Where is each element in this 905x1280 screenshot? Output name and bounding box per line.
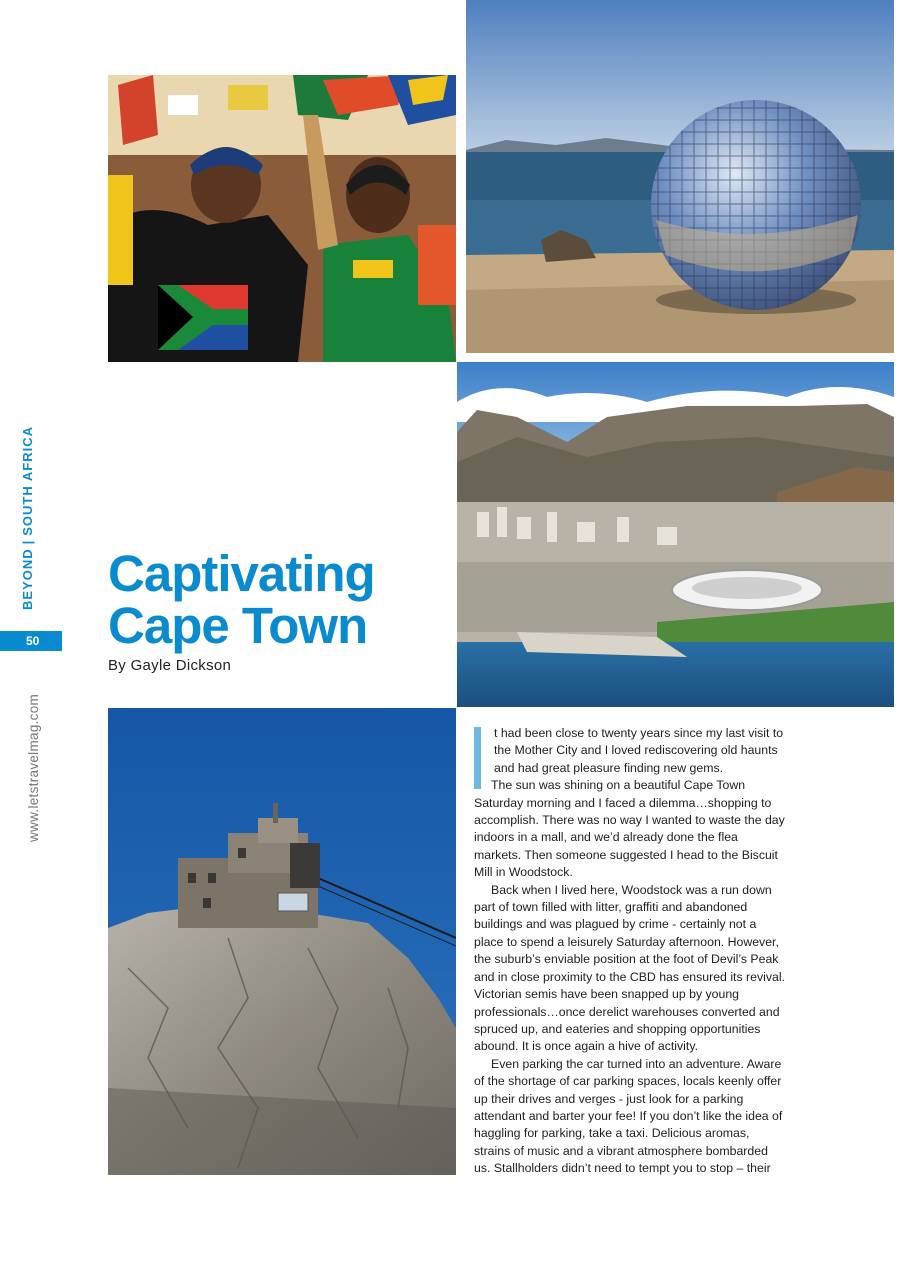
photo-table-mountain-aerial xyxy=(457,362,894,707)
section-label xyxy=(20,426,35,610)
article-body xyxy=(474,725,786,1178)
section-separator: | xyxy=(20,539,35,545)
paragraph-1 xyxy=(474,725,786,777)
paragraph-4: Even parking the car turned into an adventure. Aware of the shortage of car parking spaces, locals keenly offer up their drives and verges - just look for a parking attendant and barter your fee! If you don’t like the idea of haggling for parking, take a taxi. Delicious aromas, strains of music and a vibrant atmosphere bombarded us. Stallholders didn’t need to tempt you to stop – their xyxy=(474,1056,783,1176)
photo-football-fans xyxy=(108,75,456,362)
paragraph-2: The sun was shining on a beautiful Cape Town Saturday morning and I faced a dilemma…shopping to accomplish. There was no way I wanted to waste the day indoors in a mall, and we’d already done the flea markets. Then someone suggested I head to the Biscuit Mill in Woodstock. xyxy=(474,778,785,880)
page-number: 50 xyxy=(0,631,62,651)
photo-disco-ball-beach xyxy=(466,0,894,353)
byline: By Gayle Dickson xyxy=(108,657,232,674)
paragraph-3: Back when I lived here, Woodstock was a run down part of town filled with litter, graffiti and abandoned buildings and was plagued by crime - certainly not a place to spend a leisurely Saturday afternoon. However, the suburb’s enviable position at the foot of Devil’s Peak and in close proximity to the CBD has ensured its revival. Victorian semis have been snapped up by young professionals…once derelict warehouses converted and spruced up, and eateries and shopping opportunities abound. It is once again a hive of activity. xyxy=(474,882,785,1054)
article-title xyxy=(108,545,453,654)
dropcap-bar xyxy=(474,727,481,789)
section-region: SOUTH AFRICA xyxy=(20,425,35,536)
section-brand: BEYOND xyxy=(20,548,35,610)
title-line-1: Captivating xyxy=(108,545,375,602)
photo-cable-car-station xyxy=(108,708,456,1175)
title-line-2: Cape Town xyxy=(108,597,368,654)
website-url: www.letstravelmag.com xyxy=(26,693,41,842)
paragraph-1-text: t had been close to twenty years since my last visit to the Mother City and I loved rediscovering old haunts and had great pleasure finding new gems. xyxy=(494,726,784,775)
